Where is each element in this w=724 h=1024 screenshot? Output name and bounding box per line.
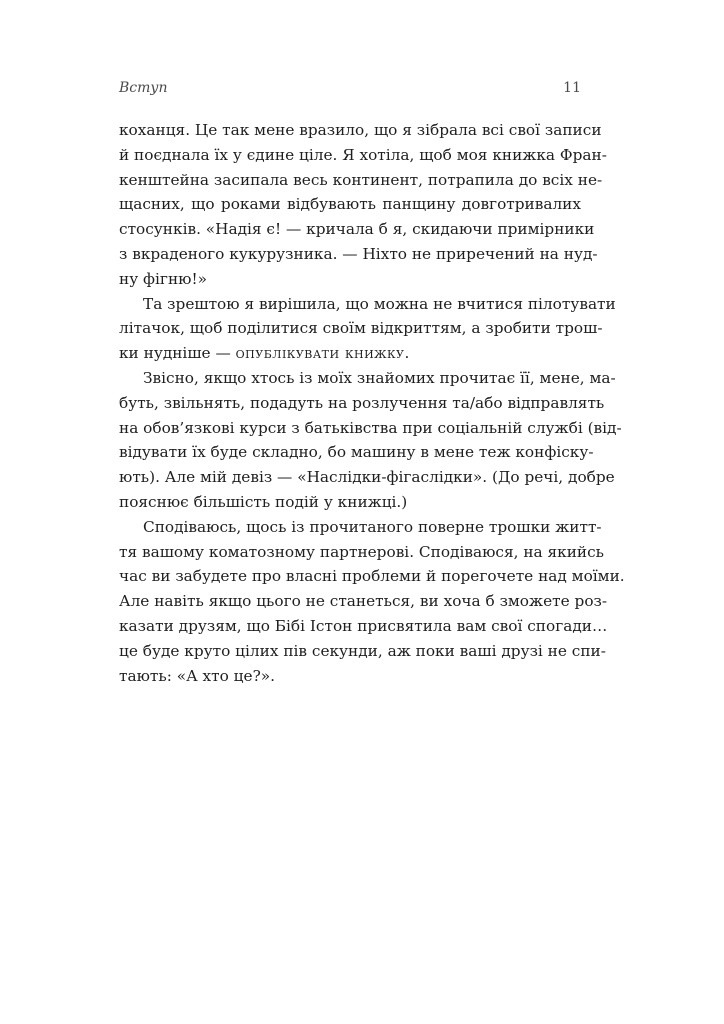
running-header — [119, 80, 581, 100]
text-line: з вкраденого кукурузника. — Ніхто не приречений на нуд- — [119, 244, 598, 263]
text-line: коханця. Це так мене вразило, що я зібрала всі свої записи — [119, 121, 602, 139]
text-line: літачок, щоб поділитися своїм відкриттям, а зробити трош- — [119, 319, 603, 338]
text-line: на обов’язкові курси з батьківства при соціальній службі (від- — [119, 418, 622, 437]
text-line: тають: «А хто це?». — [119, 666, 275, 685]
page-number: 11 — [563, 80, 581, 96]
text-line: Та зрештою я вирішила, що можна не вчитися пілотувати — [143, 294, 616, 313]
small-caps-phrase: опублікувати книжку. — [235, 344, 410, 363]
text-line: ють). Але мій девіз — «Наслідки-фігаслідки». (До речі, добре — [119, 468, 615, 487]
text-line: ну фігню!» — [119, 269, 207, 288]
text-line: Звісно, якщо хтось із моїх знайомих прочитає її, мене, ма- — [143, 368, 616, 387]
text-line: відувати їх буде складно, бо машину в мене теж конфіску- — [119, 443, 594, 462]
text-line: Сподіваюсь, щось із прочитаного поверне трошки житт- — [143, 517, 602, 536]
text-line: тя вашому коматозному партнерові. Сподіваюся, на якийсь — [119, 542, 605, 561]
text-line: стосунків. «Надія є! — кричала б я, скидаючи примірники — [119, 220, 595, 239]
text-line: й поєднала їх у єдине ціле. Я хотіла, щоб моя книжка Фран- — [119, 145, 607, 164]
text-line: це буде круто цілих пів секунди, аж поки ваші друзі не спи- — [119, 641, 606, 660]
chapter-title: Вступ — [119, 80, 168, 96]
text-line: пояснює більшість подій у книжці.) — [119, 492, 408, 511]
text-line: буть, звільнять, подадуть на розлучення та/або відправлять — [119, 393, 605, 412]
text-fragment: ки нудніше — — [119, 344, 231, 363]
text-line: Але навіть якщо цього не станеться, ви хоча б зможете роз- — [119, 592, 608, 611]
text-line: кенштейна засипала весь континент, потрапила до всіх не- — [119, 170, 603, 189]
text-line: час ви забудете про власні проблеми й порегочете над моїми. — [119, 567, 625, 586]
text-line: казати друзям, що Бібі Істон присвятила вам свої спогади… — [119, 616, 608, 635]
text-line-with-small-caps — [119, 341, 581, 366]
body-text — [119, 118, 625, 688]
text-line: щасних, що роками відбувають панщину довготривалих — [119, 195, 581, 214]
